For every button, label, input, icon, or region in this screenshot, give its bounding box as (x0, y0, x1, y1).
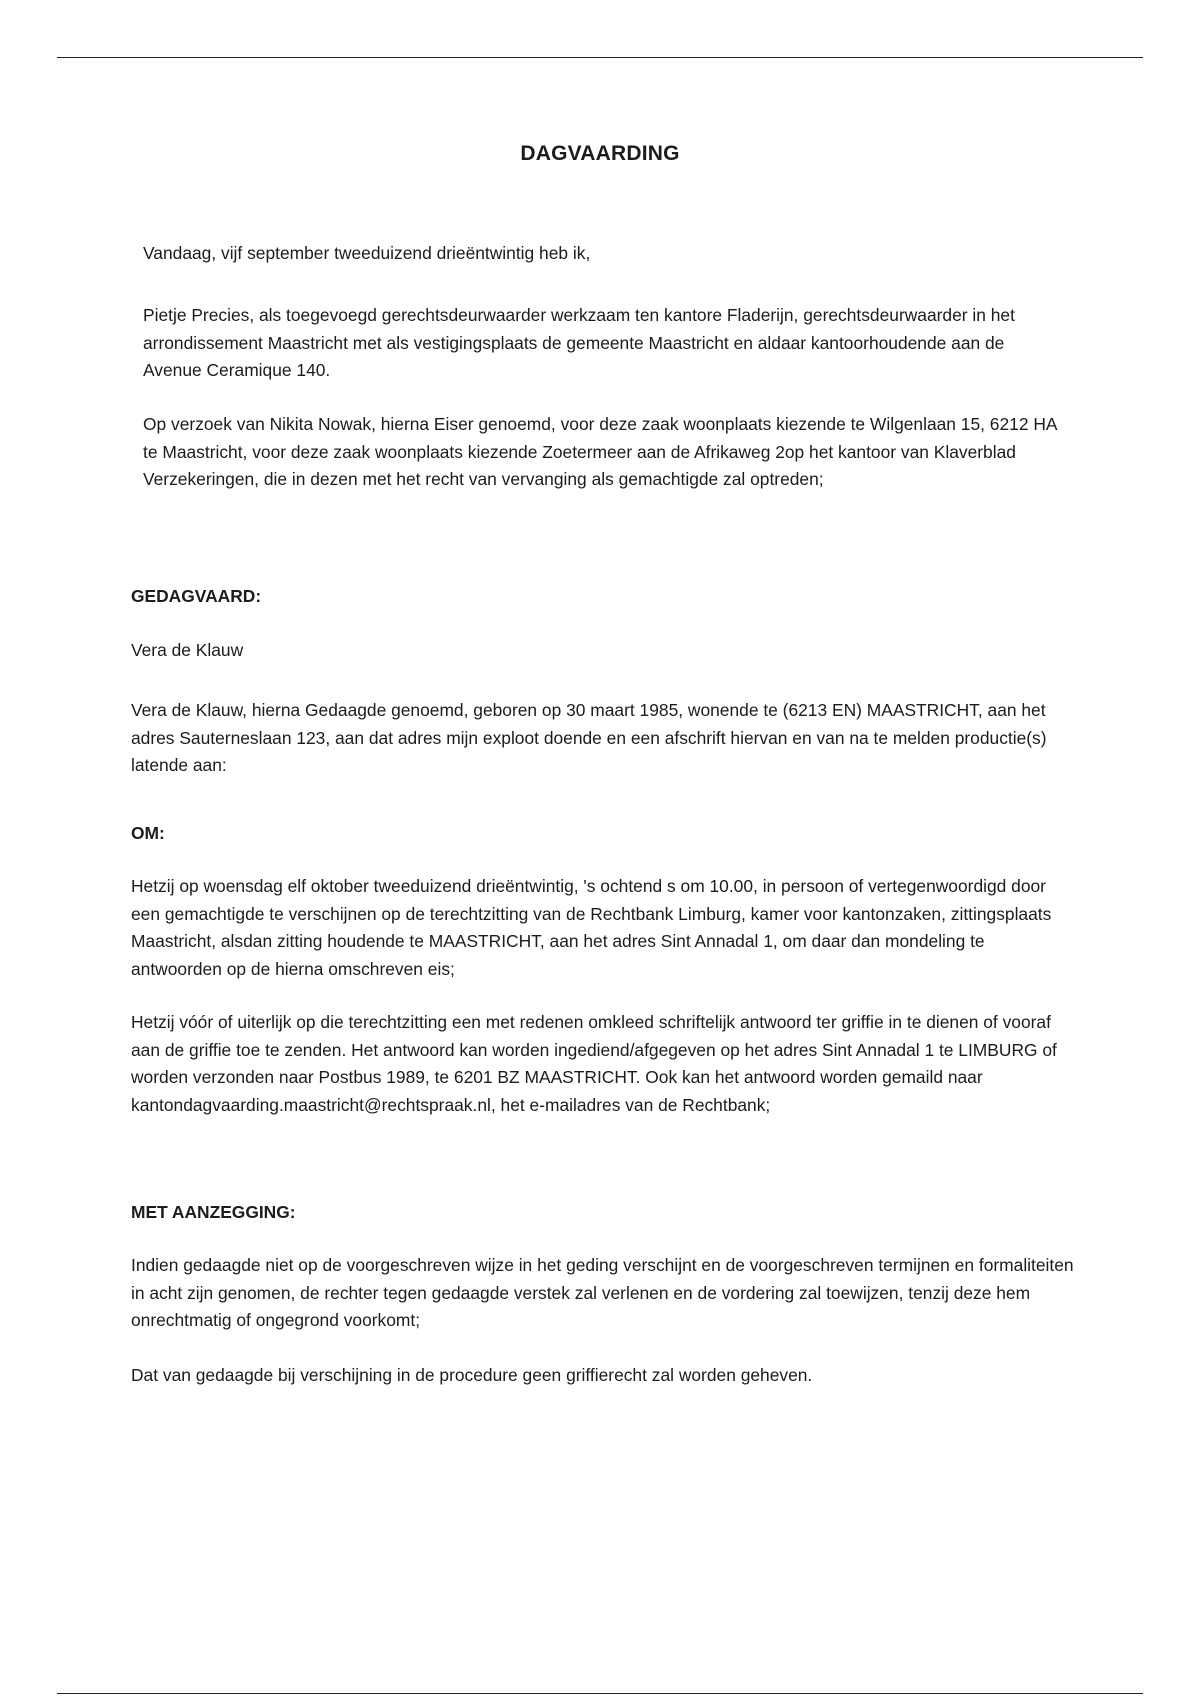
bailiff-paragraph: Pietje Precies, als toegevoegd gerechtsdeurwaarder werkzaam ten kantore Fladerijn, gerechtsdeurwaarder in het arrondissement Maastricht met als vestigingsplaats de gemeente Maastricht en aldaar kantoorhoudende aan de Avenue Ceramique 140. (143, 305, 1015, 380)
summoned-heading: GEDAGVAARD: (131, 586, 262, 606)
bottom-divider (57, 1693, 1143, 1694)
default-judgment-paragraph: Indien gedaagde niet op de voorgeschreven wijze in het geding verschijnt en de voorgeschreven termijnen en formaliteiten in acht zijn genomen, de rechter tegen gedaagde verstek zal verlenen en de vordering zal toewijzen, tenzij deze hem onrechtmatig of ongegrond voorkomt; (131, 1255, 1074, 1330)
written-answer-paragraph: Hetzij vóór of uiterlijk op die terechtzitting een met redenen omkleed schriftelijk antwoord ter griffie in te dienen of vooraf aan de griffie toe te zenden. Het antwoord kan worden ingediend/afgegeven op het adres Sint Annadal 1 te LIMBURG of worden verzonden naar Postbus 1989, te 6201 BZ MAASTRICHT. Ook kan het antwoord worden gemaild naar kantondagvaarding.maastricht@rechtspraak.nl, het e-mailadres van de Rechtbank; (131, 1012, 1057, 1115)
court-fee-paragraph: Dat van gedaagde bij verschijning in de procedure geen griffierecht zal worden geheven. (131, 1365, 813, 1385)
appearance-paragraph: Hetzij op woensdag elf oktober tweeduizend drieëntwintig, 's ochtend s om 10.00, in persoon of vertegenwoordigd door een gemachtigde te verschijnen op de terechtzitting van de Rechtbank Limburg, kamer voor kantonzaken, zittingsplaats Maastricht, alsdan zitting houdende te MAASTRICHT, aan het adres Sint Annadal 1, om daar dan mondeling te antwoorden op de hierna omschreven eis; (131, 876, 1052, 979)
defendant-details: Vera de Klauw, hierna Gedaagde genoemd, geboren op 30 maart 1985, wonende te (6213 EN) MAASTRICHT, aan het adres Sauterneslaan 123, aan dat adres mijn exploot doende en een afschrift hiervan en van na te melden productie(s) latende aan: (131, 700, 1047, 775)
date-line: Vandaag, vijf september tweeduizend drieëntwintig heb ik, (143, 243, 591, 263)
request-paragraph: Op verzoek van Nikita Nowak, hierna Eiser genoemd, voor deze zaak woonplaats kiezende te Wilgenlaan 15, 6212 HA te Maastricht, voor deze zaak woonplaats kiezende Zoetermeer aan de Afrikaweg 2op het kantoor van Klaverblad Verzekeringen, die in dezen met het recht van vervanging als gemachtigde zal optreden; (143, 414, 1057, 489)
defendant-name: Vera de Klauw (131, 640, 244, 660)
purpose-heading: OM: (131, 823, 165, 843)
notice-heading: MET AANZEGGING: (131, 1202, 296, 1222)
document-title: DAGVAARDING (520, 142, 680, 165)
top-divider (57, 57, 1143, 58)
